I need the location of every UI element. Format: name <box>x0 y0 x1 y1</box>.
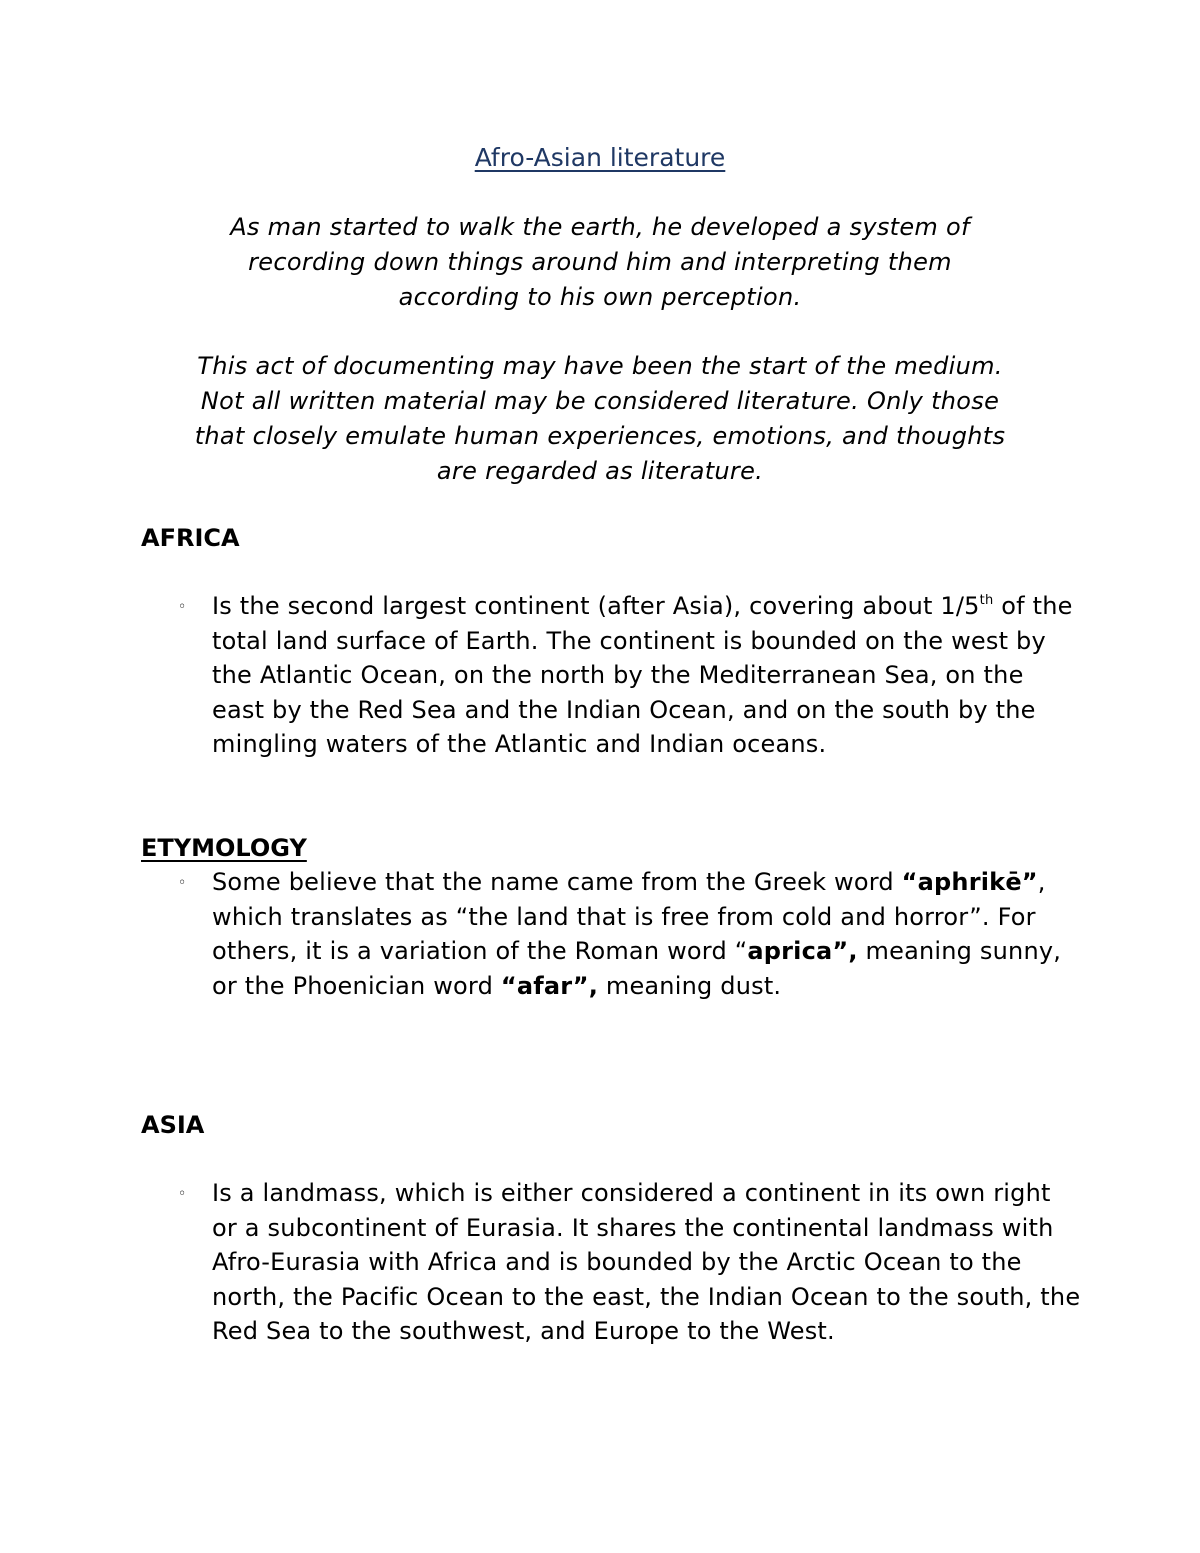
document-title: Afro-Asian literature <box>474 143 726 172</box>
africa-text-part-1: Is the second largest continent (after Asia), covering about 1/5 <box>212 592 980 620</box>
heading-asia: ASIA <box>141 1111 205 1139</box>
heading-etymology: ETYMOLOGY <box>141 834 307 862</box>
intro-p2-line-1: This act of documenting may have been the start of the medium. <box>197 352 1003 380</box>
intro-p1-line-2: recording down things around him and interpreting them <box>248 248 952 276</box>
africa-list-item <box>212 589 1082 762</box>
asia-list-item: Is a landmass, which is either considered a continent in its own right or a subcontinent of Eurasia. It shares the continental landmass with Afro-Eurasia with Africa and is bounded by the Arctic Ocean to the north, the Pacific Ocean to the east, the Indian Ocean to the south, the Red Sea to the southwest, and Europe to the West. <box>212 1179 1081 1346</box>
bullet-icon: ◦ <box>178 599 187 615</box>
intro-p2-line-3: that closely emulate human experiences, emotions, and thoughts <box>194 422 1006 450</box>
etymology-list-item <box>212 865 1082 1003</box>
intro-paragraph-2 <box>120 349 1080 489</box>
etymology-bold-aphrike: “aphrikē” <box>901 868 1038 896</box>
bullet-icon: ◦ <box>178 1186 187 1202</box>
etymology-text-1: Some believe that the name came from the Greek word <box>212 868 902 896</box>
intro-p1-line-1: As man started to walk the earth, he developed a system of <box>230 213 970 241</box>
etymology-bold-aprica: aprica”, <box>747 937 858 966</box>
africa-superscript: th <box>979 593 994 608</box>
etymology-text-3: meaning sunny, or the Phoenician word <box>212 937 1062 1000</box>
intro-paragraph-1 <box>120 210 1080 315</box>
intro-p1-line-3: according to his own perception. <box>398 283 802 311</box>
africa-text-part-2: of the total land surface of Earth. The continent is bounded on the west by the Atlantic Ocean, on the north by the Mediterranean Sea, on the east by the Red Sea and the Indian Ocean, and on the south by the mingling waters of the Atlantic and Indian oceans. <box>212 592 1073 759</box>
bullet-icon: ◦ <box>178 875 187 891</box>
intro-p2-line-2: Not all written material may be considered literature. Only those <box>200 387 1000 415</box>
heading-africa: AFRICA <box>141 524 240 552</box>
etymology-text-4: meaning dust. <box>598 971 782 1000</box>
intro-p2-line-4: are regarded as literature. <box>436 457 764 485</box>
etymology-text-2: , which translates as “the land that is free from cold and horror”. For others, it is a variation of the Roman word “ <box>212 868 1046 966</box>
etymology-bold-afar: “afar”, <box>500 971 599 1000</box>
